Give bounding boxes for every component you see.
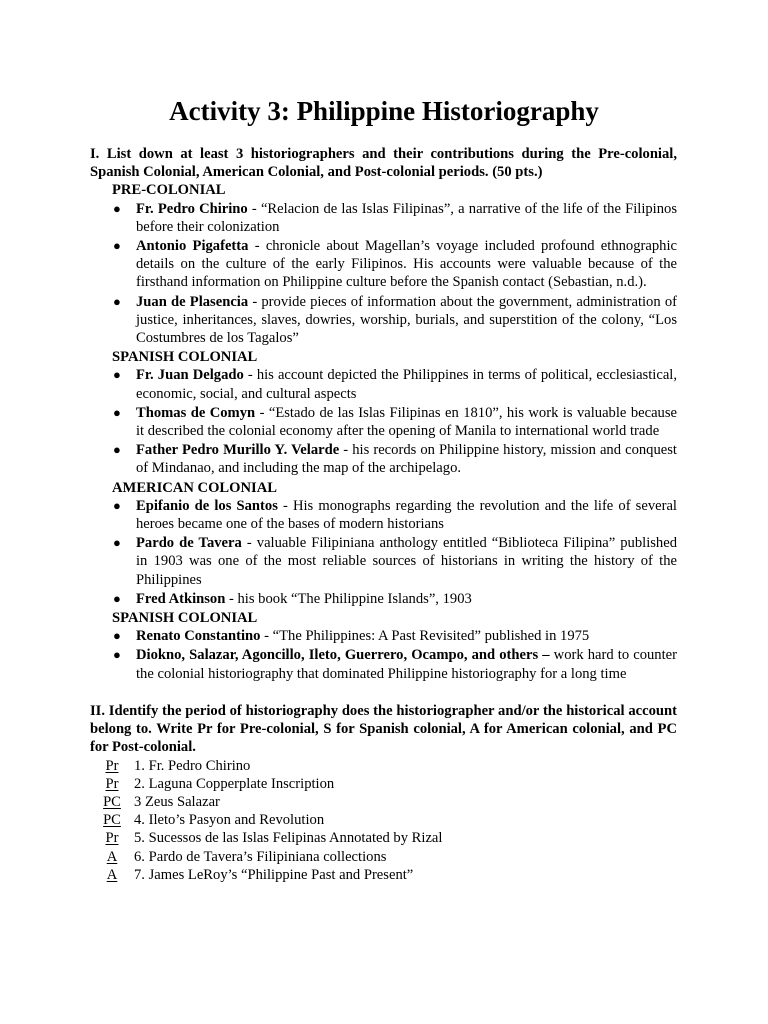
bullet-icon: ● [113,200,121,216]
bullet-icon: ● [113,590,121,606]
part1-prompt: I. List down at least 3 historiographers and their contributions during the Pre-colonial, Spanish Colonial, American Colonial, and Post-colonial periods. (50 pts.) [90,146,677,181]
list-item [113,590,677,608]
contribution-text: - his account depicted the Philippines in terms of political, ecclesiastical, economic, social, and cultural aspects [136,367,677,402]
historiographer-list [90,200,677,348]
contribution-text: - valuable Filipiniana anthology entitled “Biblioteca Filipina” published in 1903 was one of the most reliable sources of historians in writing the history of the Philippines [136,535,677,588]
section-spacer [90,684,677,702]
list-item [113,627,677,645]
answer-item-text: 7. James LeRoy’s “Philippine Past and Present” [134,866,414,883]
historiographer-name: Juan de Plasencia [136,293,249,310]
historiographer-name: Father Pedro Murillo Y. Velarde [136,442,340,459]
answer-row [90,829,677,847]
period-heading: AMERICAN COLONIAL [112,479,277,496]
list-item [113,534,677,589]
answer-item-text: 3 Zeus Salazar [134,793,220,810]
answer-row [90,775,677,793]
answer-row [90,848,677,866]
bullet-icon: ● [113,647,121,663]
historiographer-name: Fr. Juan Delgado [136,367,244,384]
bullet-icon: ● [113,442,121,458]
list-item [113,366,677,402]
answer-blank: A [106,848,118,865]
answer-blank: PC [103,793,121,810]
answer-blank: A [106,866,118,883]
contribution-text: - His monographs regarding the revolution and the life of several heroes became one of the bases of modern historians [136,497,677,533]
historiographer-list [90,366,677,477]
answer-row [90,757,677,775]
historiographer-name: Fred Atkinson [136,590,226,607]
list-item [113,646,677,682]
contribution-text: - “Estado de las Islas Filipinas en 1810”, his work is valuable because it described the colonial economy after the opening of Manila to international world trade [136,404,677,440]
historiographer-name: Renato Constantino [136,628,261,645]
answer-blank: Pr [105,830,119,847]
list-item [113,293,677,348]
historiographer-list [90,497,677,608]
page-title: Activity 3: Philippine Historiography [169,96,599,126]
answer-list [90,757,677,884]
answer-row [90,793,677,811]
historiographer-name: Thomas de Comyn [136,404,256,421]
contribution-text: work hard to counter the colonial historiography that dominated Philippine historiography for a long time [136,647,677,682]
bullet-icon: ● [113,497,121,513]
list-item [113,404,677,440]
bullet-icon: ● [113,535,121,551]
contribution-text: - his book “The Philippine Islands”, 1903 [225,590,472,607]
list-item [113,441,677,477]
answer-item-text: 1. Fr. Pedro Chirino [134,757,251,774]
list-item [113,200,678,236]
contribution-text: - chronicle about Magellan’s voyage included profound ethnographic details on the culture of the early Filipinos. His accounts were valuable because of the firsthand information on Philippine culture before the Spanish contact (Sebastian, n.d.). [136,238,677,291]
document-body [90,145,677,884]
answer-item-text: 2. Laguna Copperplate Inscription [134,775,335,792]
historiographer-name: Pardo de Tavera [136,535,242,552]
contribution-text: - his records on Philippine history, mission and conquest of Mindanao, and including the map of the archipelago. [136,442,677,477]
bullet-icon: ● [113,628,121,644]
answer-row [90,811,677,829]
list-item [113,497,677,533]
answer-item-text: 5. Sucessos de las Islas Felipinas Annotated by Rizal [134,830,443,847]
part2-prompt: II. Identify the period of historiography does the historiographer and/or the historical account belong to. Write Pr for Pre-colonial, S for Spanish colonial, A for American colonial, and PC for Post-colonial. [90,702,677,756]
answer-blank: Pr [105,757,119,774]
historiographer-name: Epifanio de los Santos [136,497,278,514]
part1-sections [90,181,677,682]
period-heading: SPANISH COLONIAL [112,610,258,627]
historiographer-name: Diokno, Salazar, Agoncillo, Ileto, Guerrero, Ocampo, and others – [136,647,550,664]
bullet-icon: ● [113,293,121,309]
bullet-icon: ● [113,367,121,383]
contribution-text: - “Relacion de las Islas Filipinas”, a narrative of the life of the Filipinos before their colonization [136,200,678,235]
answer-item-text: 6. Pardo de Tavera’s Filipiniana collections [134,848,387,865]
answer-row [90,866,677,884]
period-heading: PRE-COLONIAL [112,182,226,199]
contribution-text: - “The Philippines: A Past Revisited” published in 1975 [260,628,590,645]
bullet-icon: ● [113,404,121,420]
historiographer-list [90,627,677,683]
answer-blank: PC [103,812,121,829]
bullet-icon: ● [113,238,121,254]
contribution-text: - provide pieces of information about the government, administration of justice, inheritances, slaves, dowries, worship, burials, and superstition of the colony, “Los Costumbres de los Tagalos” [136,293,677,347]
answer-item-text: 4. Ileto’s Pasyon and Revolution [134,812,325,829]
historiographer-name: Fr. Pedro Chirino [136,200,248,217]
historiographer-name: Antonio Pigafetta [136,238,249,255]
answer-blank: Pr [105,775,119,792]
period-heading: SPANISH COLONIAL [112,349,258,366]
list-item [113,237,677,292]
